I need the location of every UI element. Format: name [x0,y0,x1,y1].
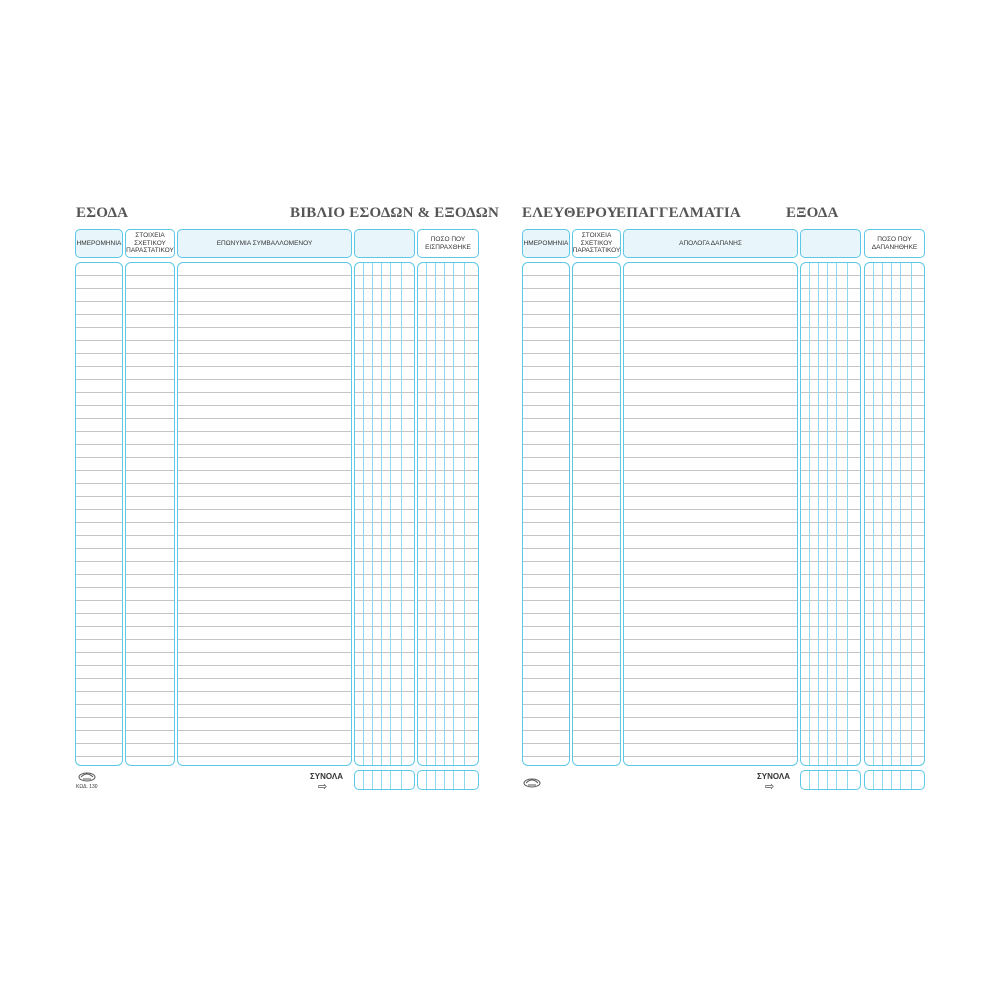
product-code: ΚΩΔ. 130 [76,784,98,790]
totals-label: ΣΥΝΟΛΑ [757,772,791,781]
column-divider [827,771,828,789]
totals-box-amount [864,770,925,790]
column-divider [818,771,819,789]
column-divider [873,263,874,765]
right-title-expenses: ΕΞΟΔΑ [786,205,839,221]
column-document [572,262,621,766]
column-divider [847,771,848,789]
header-date-label: ΗΜΕΡΟΜΗΝΙΑ [76,239,122,247]
column-divider [818,263,819,765]
header-date [522,229,570,258]
column-divider [809,263,810,765]
header-description [623,229,798,258]
column-divider [809,771,810,789]
header-amount [864,229,925,258]
left-title-book: ΒΙΒΛΙΟ ΕΣΟΔΩΝ & ΕΞΟΔΩΝ [290,205,500,221]
column-divider [827,263,828,765]
column-divider [847,263,848,765]
column-divider [836,263,837,765]
column-date [522,262,570,766]
totals-arrow-icon: ⇨ [318,781,328,793]
header-amount-label: ΠΟΣΟ ΠΟΥ ΔΑΠΑΝΗΘΗΚΕ [871,236,918,251]
column-divider [882,263,883,765]
column-divider [873,771,874,789]
header-document [572,229,621,258]
publisher-logo-icon [522,776,542,788]
header-document-label: ΣΤΟΙΧΕΙΑ ΣΧΕΤΙΚΟΥ ΠΑΡΑΣΤΑΤΙΚΟΥ [572,232,621,255]
column-divider [891,263,892,765]
column-divider [900,771,901,789]
column-divider [891,771,892,789]
totals-label: ΣΥΝΟΛΑ [310,772,344,781]
column-divider [900,263,901,765]
header-document-label: ΣΤΟΙΧΕΙΑ ΣΧΕΤΙΚΟΥ ΠΑΡΑΣΤΑΤΙΚΟΥ [126,232,174,255]
column-description [623,262,798,766]
header-blank [800,229,861,258]
header-date-label: ΗΜΕΡΟΜΗΝΙΑ [523,239,569,247]
column-divider [911,263,912,765]
column-divider [911,771,912,789]
header-description-label: ΕΠΩΝΥΜΙΑ ΣΥΜΒΑΛΛΟΜΕΝΟΥ [216,239,313,247]
column-divider [836,771,837,789]
totals-arrow-icon: ⇨ [765,781,775,793]
left-title-income: ΕΣΟΔΑ [76,205,129,221]
column-blank [800,262,861,766]
right-title-professional: ΕΠΑΓΓΕΛΜΑΤΙΑ [616,205,741,221]
totals-box-blank [800,770,861,790]
right-title-freelancer: ΕΛΕΥΘΕΡΟΥ [522,205,618,221]
column-amount [864,262,925,766]
header-amount-label: ΠΟΣΟ ΠΟΥ ΕΙΣΠΡΑΧΘΗΚΕ [425,236,471,251]
column-divider [882,771,883,789]
header-description-label: ΑΠΟΛΟΓΑ ΔΑΠΑΝΗΣ [679,239,742,247]
